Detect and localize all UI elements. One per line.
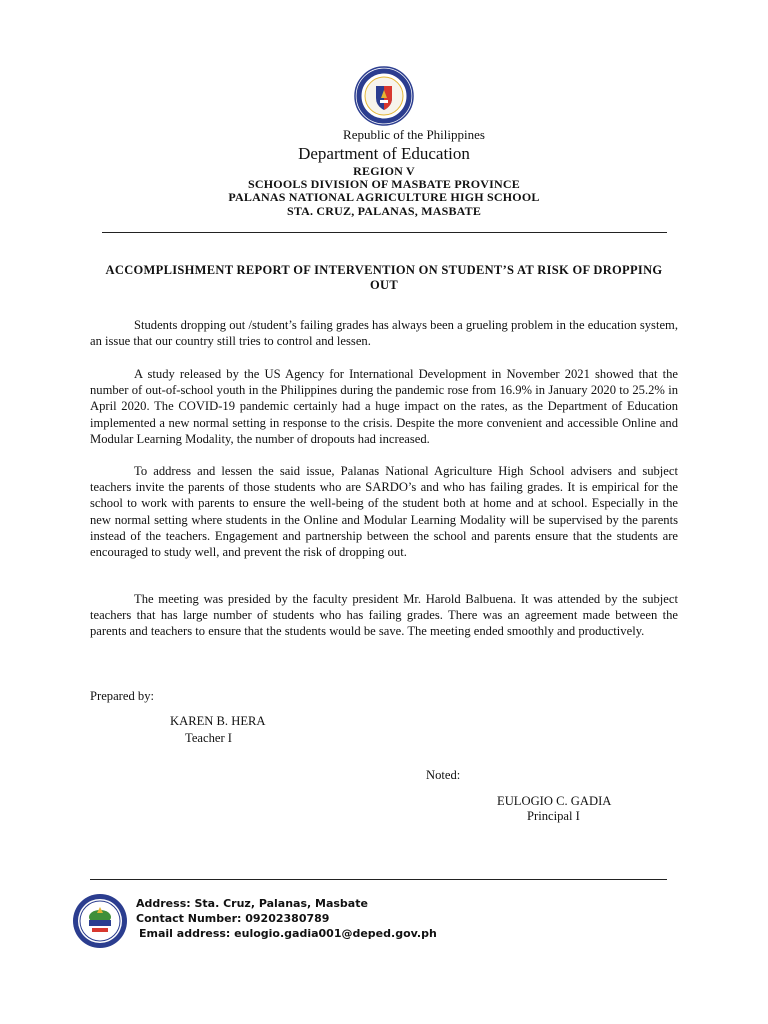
paragraph-4: The meeting was presided by the faculty president Mr. Harold Balbuena. It was attended by the subject teachers that has large number of students who has failing grades. There was an agreement made between the parents and teachers to ensure that the students would be save. The meeting ended smoothly and productively. bbox=[90, 592, 678, 639]
prepared-by-label: Prepared by: bbox=[90, 689, 154, 703]
footer-divider bbox=[90, 879, 667, 880]
department-name: Department of Education bbox=[298, 144, 470, 163]
school-name: PALANAS NATIONAL AGRICULTURE HIGH SCHOOL bbox=[228, 190, 540, 204]
preparer-title: Teacher I bbox=[185, 731, 233, 745]
division-label: SCHOOLS DIVISION OF MASBATE PROVINCE bbox=[248, 177, 520, 191]
footer-email: Email address: eulogio.gadia001@deped.gov.ph bbox=[139, 927, 437, 940]
noter-title: Principal I bbox=[527, 809, 580, 823]
school-seal-icon bbox=[72, 893, 128, 949]
deped-seal-icon bbox=[354, 66, 414, 126]
school-location: STA. CRUZ, PALANAS, MASBATE bbox=[286, 204, 482, 218]
footer-address: Address: Sta. Cruz, Palanas, Masbate bbox=[136, 897, 368, 910]
preparer-name: KAREN B. HERA bbox=[170, 714, 266, 728]
region-label: REGION V bbox=[353, 164, 415, 178]
noter-name: EULOGIO C. GADIA bbox=[497, 794, 612, 808]
report-title: ACCOMPLISHMENT REPORT OF INTERVENTION ON STUDENT’S AT RISK OF DROPPING OUT bbox=[105, 263, 663, 292]
footer-contact-number: Contact Number: 09202380789 bbox=[136, 912, 330, 925]
paragraph-3: To address and lessen the said issue, Palanas National Agriculture High School advisers and subject teachers invite the parents of those students who are SARDO’s and who has failing grades. It is empirical for the school to work with parents to ensure the well-being of the student both at home and at school. Especially in the new normal setting where students in the Online and Modular Learning Modality will be supervised by the parents instead of the teachers. Engagement and partnership between the school and parents ensure that the students are encouraged to study well, and prevent the risk of dropping out. bbox=[90, 464, 678, 560]
noted-label: Noted: bbox=[426, 768, 461, 782]
republic-label: Republic of the Philippines bbox=[343, 127, 485, 142]
paragraph-2: A study released by the US Agency for International Development in November 2021 showed that the number of out-of-school youth in the Philippines during the pandemic rose from 16.9% in January 2020 to 25.2% in April 2020. The COVID-19 pandemic certainly had a huge impact on the rates, as the Department of Education implemented a new normal setting in response to the crisis. Despite the more convenient and accessible Online and Modular Learning Modality, the number of dropouts had increased. bbox=[90, 367, 678, 446]
paragraph-1: Students dropping out /student’s failing grades has always been a grueling problem in the education system, an issue that our country still tries to control and lessen. bbox=[90, 318, 678, 349]
header-divider bbox=[102, 232, 667, 233]
